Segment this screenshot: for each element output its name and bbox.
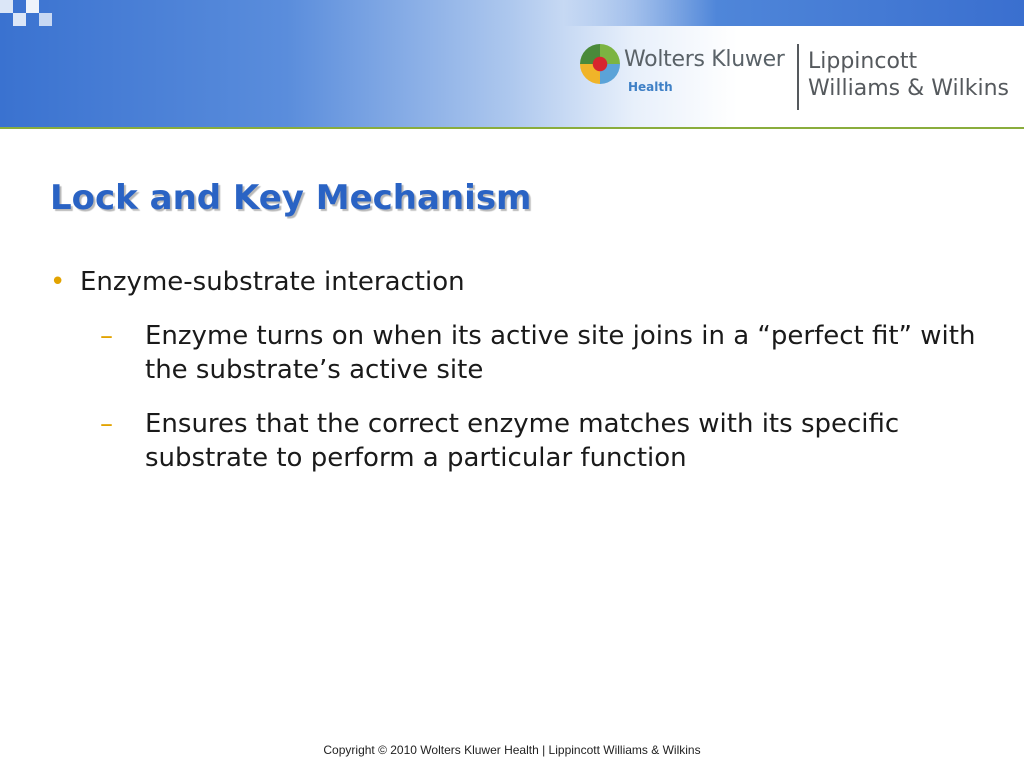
dash-marker-icon: – xyxy=(100,321,113,351)
sub-bullet-item xyxy=(50,407,1000,475)
sub-bullet-text: Ensures that the correct enzyme matches with its specific substrate to perform a particular function xyxy=(145,409,900,473)
dash-marker-icon: – xyxy=(100,409,113,439)
bullet-list xyxy=(50,265,1000,475)
logo-primary-text: Wolters Kluwer xyxy=(624,47,785,72)
header-rule xyxy=(0,127,1024,129)
logo-secondary-line1: Lippincott xyxy=(808,49,918,74)
bullet-text: Enzyme-substrate interaction xyxy=(80,267,465,297)
corner-decoration xyxy=(0,0,60,26)
logo-sub-text: Health xyxy=(628,80,673,94)
bullet-item xyxy=(50,265,1000,299)
logo-divider xyxy=(797,44,799,110)
wolters-kluwer-logo-icon xyxy=(580,44,620,84)
copyright-text: Copyright © 2010 Wolters Kluwer Health | Lippincott Williams & Wilkins xyxy=(323,743,701,757)
logo-secondary xyxy=(808,48,1009,102)
sub-bullet-item xyxy=(50,319,1000,387)
logo-secondary-line2: Williams & Wilkins xyxy=(808,76,1009,101)
bullet-marker-icon: • xyxy=(50,267,66,297)
footer xyxy=(0,743,1024,757)
sub-bullet-text: Enzyme turns on when its active site joins in a “perfect fit” with the substrate’s active site xyxy=(145,321,976,385)
slide-title: Lock and Key Mechanism xyxy=(50,178,532,218)
